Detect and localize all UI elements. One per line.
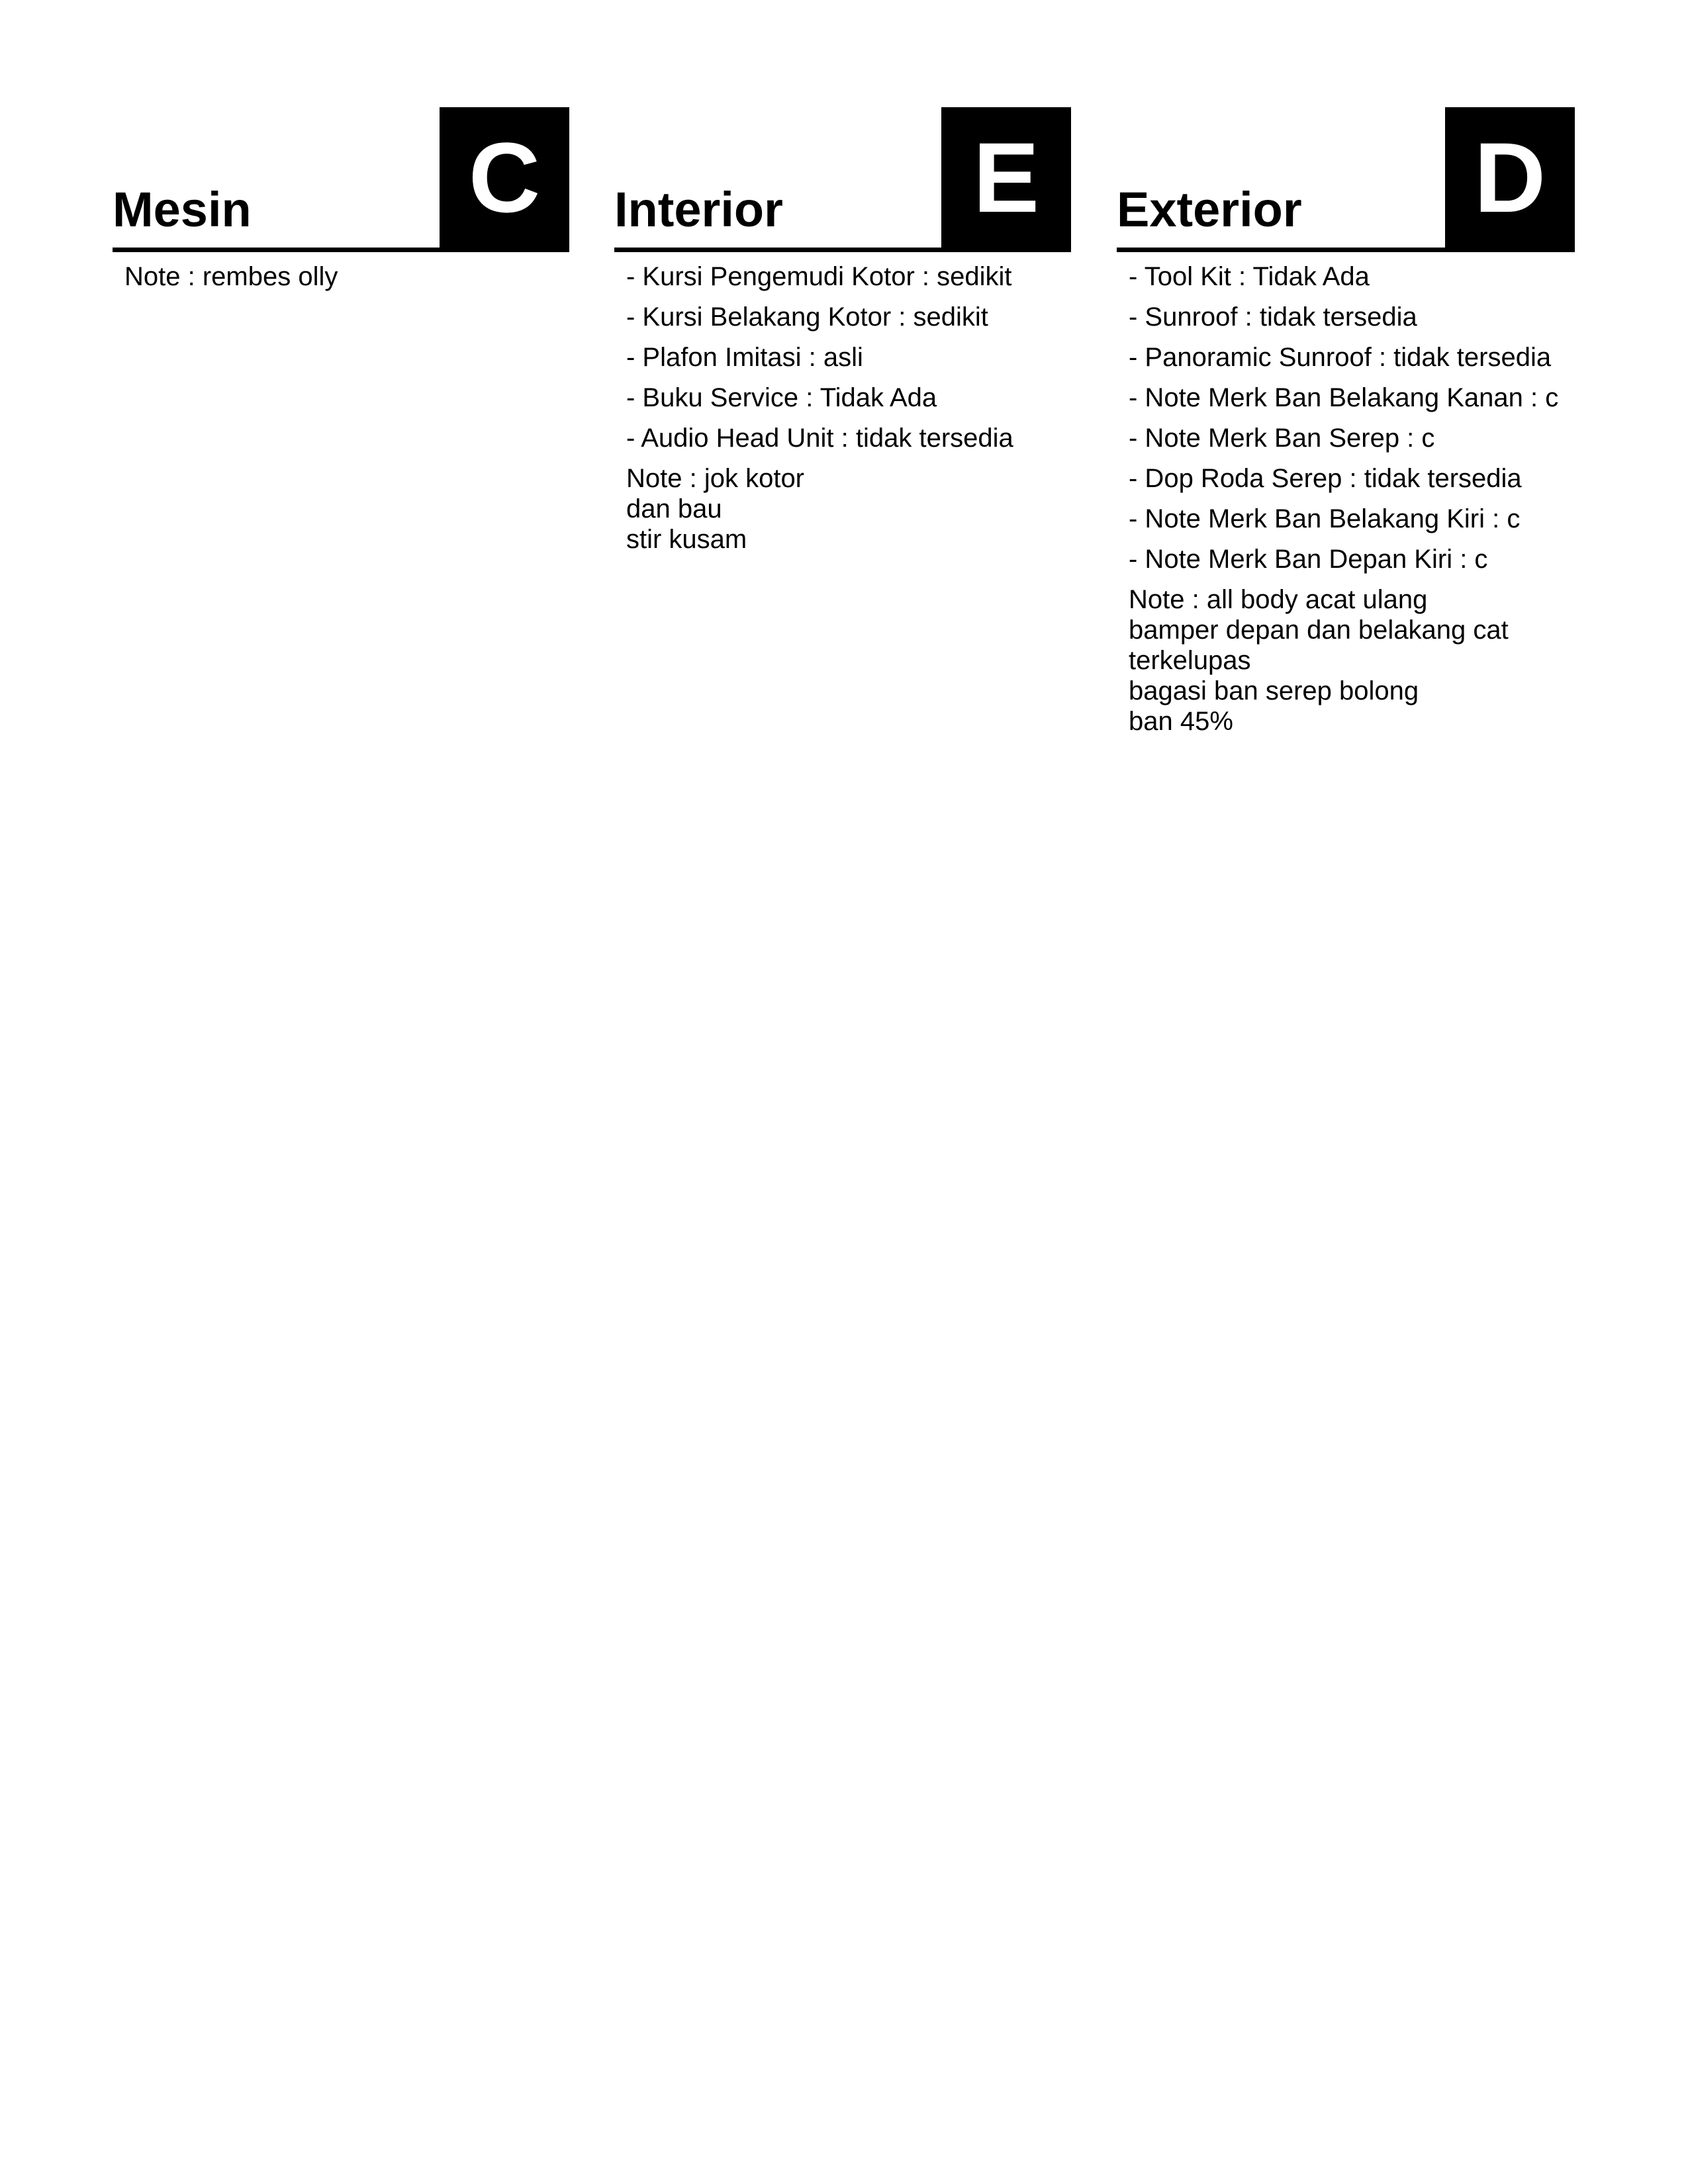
list-item: - Buku Service : Tidak Ada: [626, 383, 937, 412]
list-item: - Note Merk Ban Belakang Kanan : c: [1129, 383, 1559, 412]
list-item: - Plafon Imitasi : asli: [626, 343, 863, 372]
section-header: [113, 107, 569, 252]
list-item: - Note Merk Ban Depan Kiri : c: [1129, 545, 1488, 574]
section-header: [1117, 107, 1575, 252]
list-item: - Sunroof : tidak tersedia: [1129, 302, 1417, 332]
section-note: Note : all body acat ulang bamper depan dan belakang cat terkelupas bagasi ban serep bolong ban 45%: [1129, 585, 1509, 736]
section-title: Exterior: [1117, 182, 1302, 237]
list-item: - Note Merk Ban Serep : c: [1129, 424, 1435, 453]
section-note: Note : jok kotor dan bau stir kusam: [626, 464, 805, 554]
list-item: - Dop Roda Serep : tidak tersedia: [1129, 464, 1522, 493]
list-item: - Audio Head Unit : tidak tersedia: [626, 424, 1013, 453]
list-item: - Kursi Belakang Kotor : sedikit: [626, 302, 988, 332]
section-header: [614, 107, 1071, 252]
grade-badge: E: [941, 107, 1071, 248]
section-title: Mesin: [113, 182, 252, 237]
grade-badge: D: [1445, 107, 1575, 248]
section-body: [1117, 252, 1575, 737]
section-note: Note : rembes olly: [124, 262, 338, 291]
list-item: - Kursi Pengemudi Kotor : sedikit: [626, 262, 1012, 291]
section-body: [113, 252, 569, 292]
section-title: Interior: [614, 182, 783, 237]
list-item: - Tool Kit : Tidak Ada: [1129, 262, 1370, 291]
list-item: - Panoramic Sunroof : tidak tersedia: [1129, 343, 1552, 372]
section-mesin: [113, 107, 569, 302]
grade-badge: C: [440, 107, 569, 248]
list-item: - Note Merk Ban Belakang Kiri : c: [1129, 504, 1521, 533]
section-exterior: [1117, 107, 1575, 747]
section-interior: [614, 107, 1071, 565]
section-body: [614, 252, 1071, 555]
